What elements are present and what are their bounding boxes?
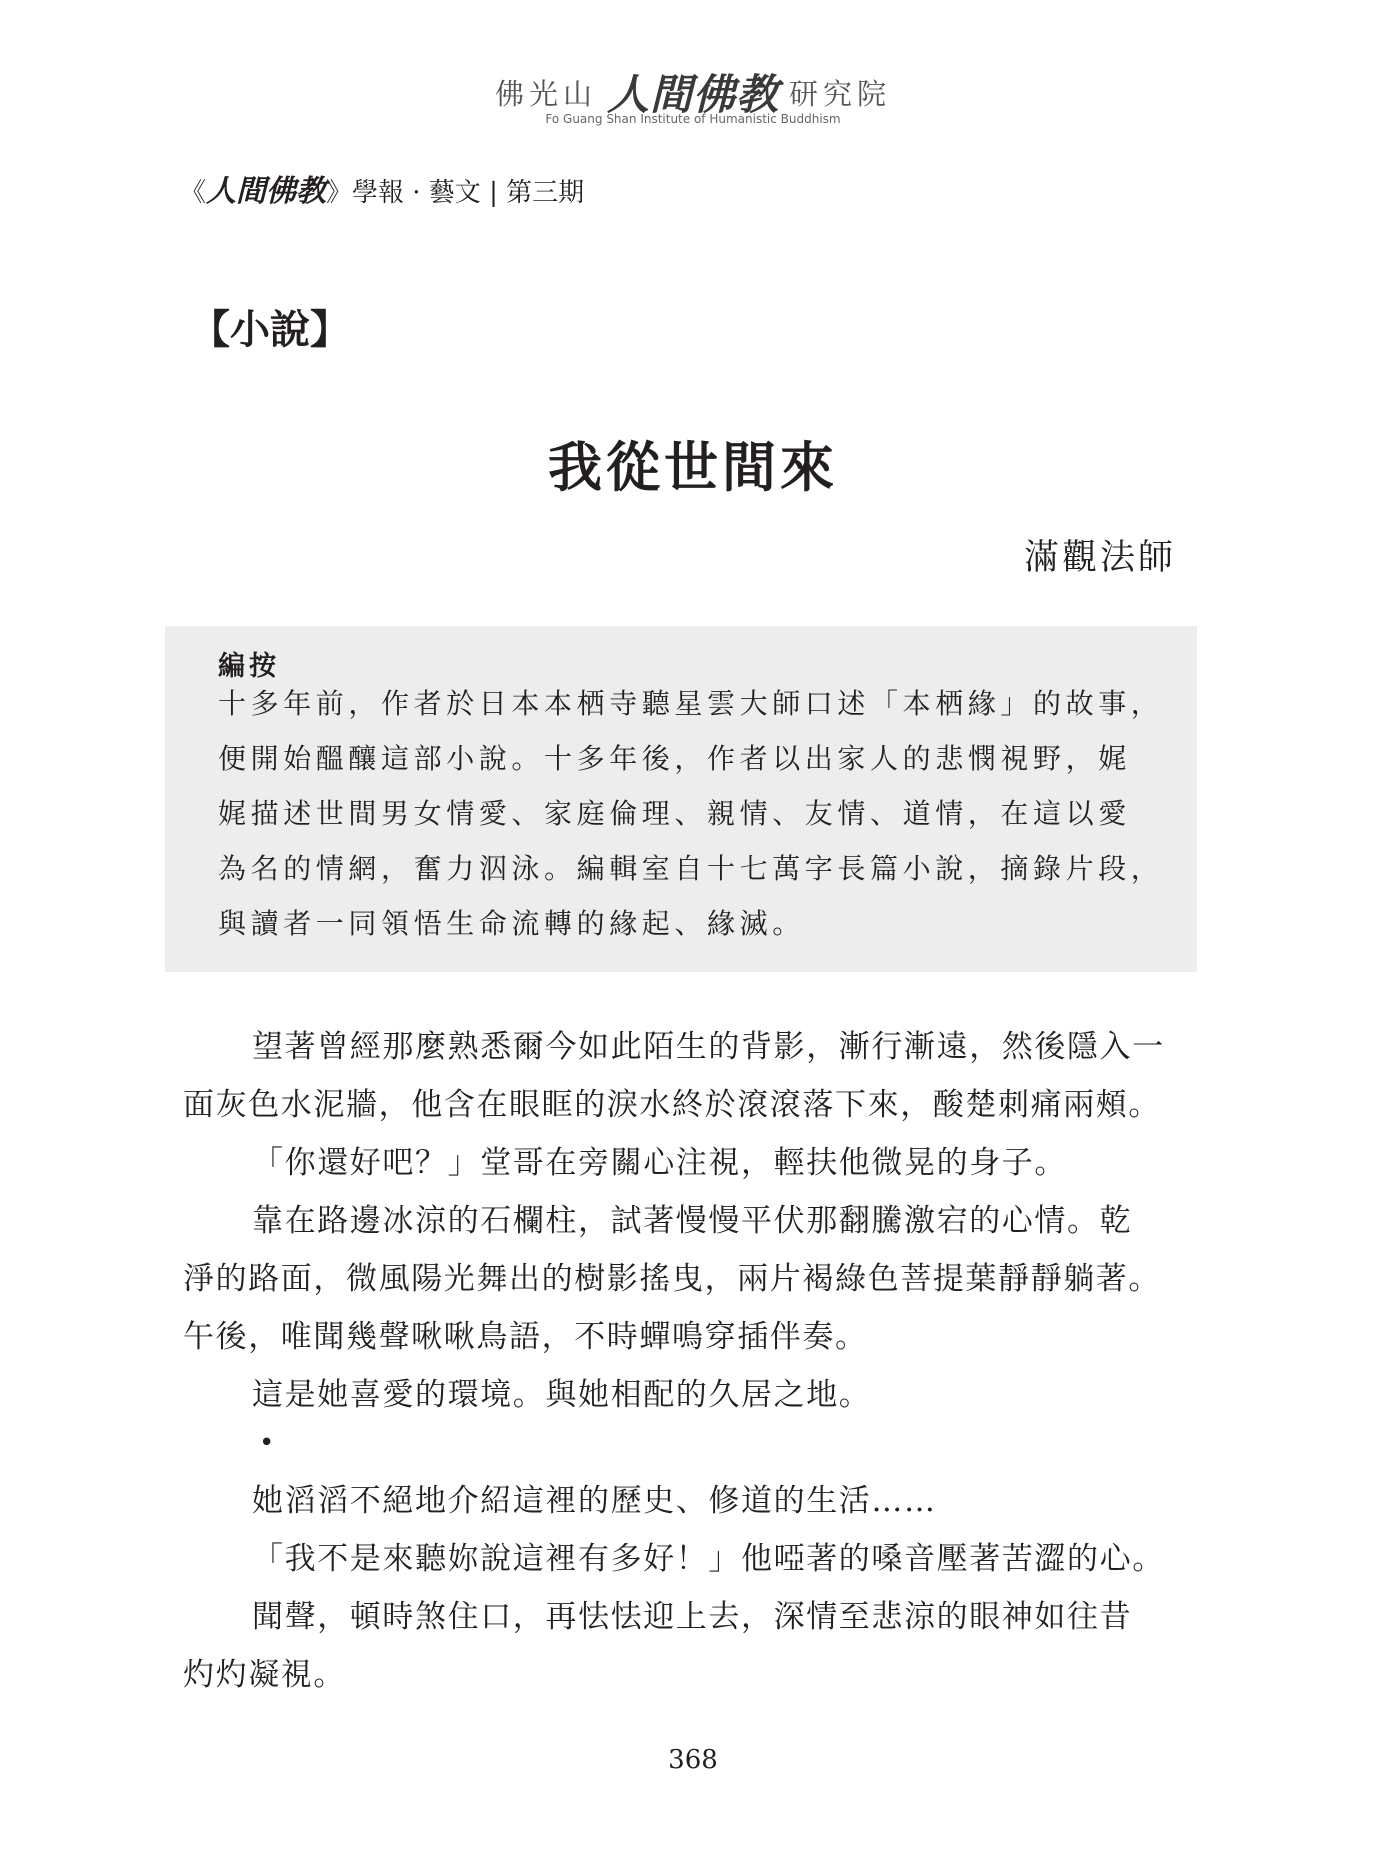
article-title: 我從世間來 xyxy=(548,435,838,499)
masthead-prefix: 佛光山 xyxy=(494,76,597,111)
body-line: 「你還好吧？」堂哥在旁關心注視，輕扶他微晃的身子。 xyxy=(252,1145,1067,1181)
journal-logo: 人間佛教 xyxy=(206,174,327,209)
issue-label: 第三期 xyxy=(506,178,585,208)
section-break-bullet: • xyxy=(259,1428,275,1458)
editor-note-line: 與讀者一同領悟生命流轉的緣起、緣滅。 xyxy=(218,907,805,940)
masthead-suffix: 研究院 xyxy=(789,76,892,111)
body-line: 靠在路邊冰涼的石欄柱，試著慢慢平伏那翻騰激宕的心情。乾 xyxy=(252,1203,1133,1239)
page-number: 368 xyxy=(668,1745,718,1775)
running-head-separator: | xyxy=(489,178,498,208)
section-label: 【小說】 xyxy=(190,306,350,353)
editor-note-box xyxy=(165,626,1197,972)
body-line: 聞聲，頓時煞住口，再怯怯迎上去，深情至悲涼的眼神如往昔 xyxy=(252,1599,1133,1635)
body-line: 「我不是來聽妳說這裡有多好！」他啞著的嗓音壓著苦澀的心。 xyxy=(252,1541,1165,1577)
body-line: 午後，唯聞幾聲啾啾鳥語，不時蟬鳴穿插伴奏。 xyxy=(183,1319,868,1355)
author-name: 滿觀法師 xyxy=(1023,538,1176,578)
running-head xyxy=(180,166,584,210)
editor-note-line: 為名的情網，奮力泅泳。編輯室自十七萬字長篇小說，摘錄片段， xyxy=(218,852,1164,885)
body-line: 她滔滔不絕地介紹這裡的歷史、修道的生活…… xyxy=(252,1483,937,1519)
editor-note-line: 娓描述世間男女情愛、家庭倫理、親情、友情、道情，在這以愛 xyxy=(218,797,1131,830)
masthead-subtitle: Fo Guang Shan Institute of Humanistic Buddhism xyxy=(545,112,841,126)
editor-note-heading: 編按 xyxy=(218,651,280,682)
editor-note-line: 便開始醞釀這部小說。十多年後，作者以出家人的悲憫視野，娓 xyxy=(218,742,1131,775)
editor-note-line: 十多年前，作者於日本本栖寺聽星雲大師口述「本栖緣」的故事， xyxy=(218,687,1164,720)
body-line: 望著曾經那麼熟悉爾今如此陌生的背影，漸行漸遠，然後隱入一 xyxy=(252,1029,1165,1065)
journal-open: 《 xyxy=(180,178,207,208)
masthead-logo: 人間佛教 xyxy=(606,70,779,119)
body-line: 淨的路面，微風陽光舞出的樹影搖曳，兩片褐綠色菩提葉靜靜躺著。 xyxy=(183,1261,1161,1297)
journal-close: 》學報 · 藝文 xyxy=(326,178,481,208)
body-line: 灼灼凝視。 xyxy=(183,1657,346,1693)
body-line: 面灰色水泥牆，他含在眼眶的淚水終於滾滾落下來，酸楚刺痛兩頰。 xyxy=(183,1087,1161,1123)
body-line: 這是她喜愛的環境。與她相配的久居之地。 xyxy=(252,1377,872,1413)
